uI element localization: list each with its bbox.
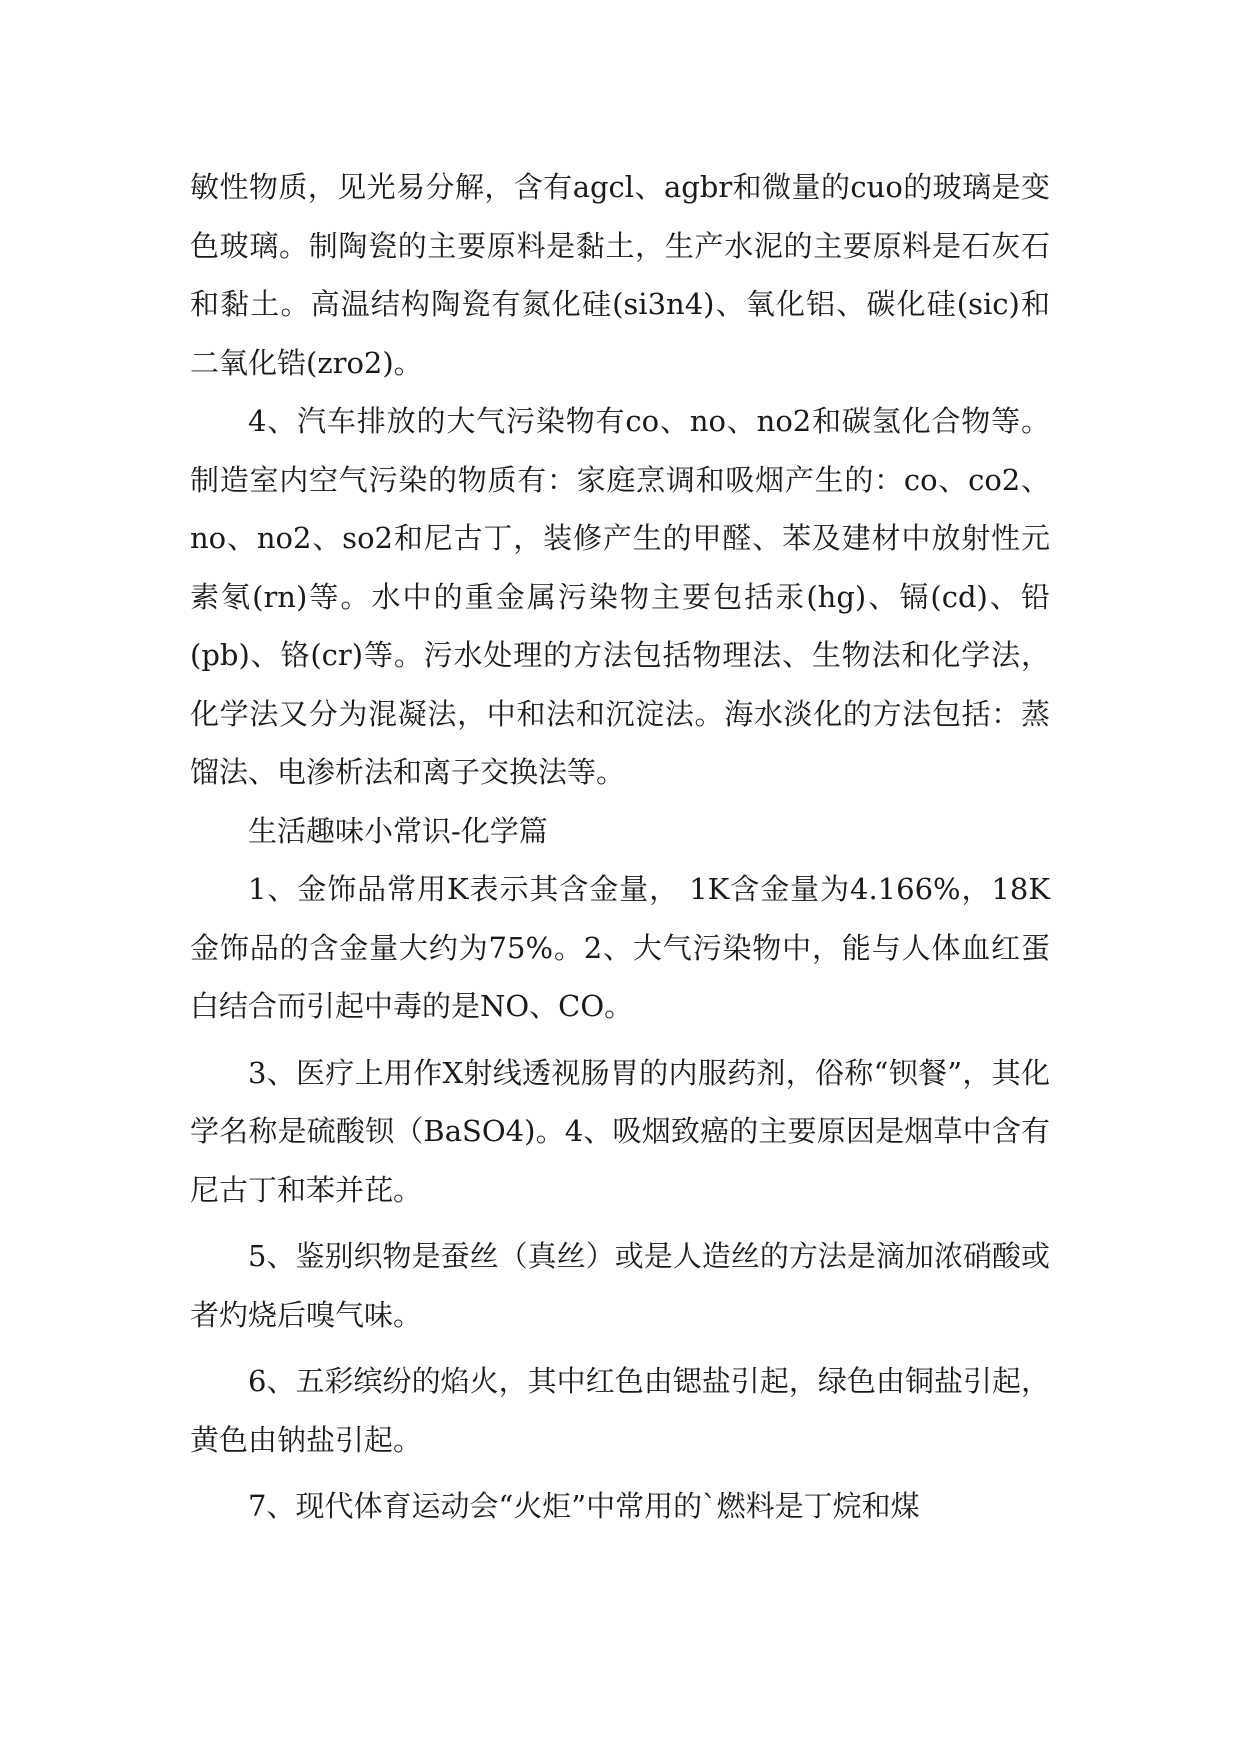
paragraph-pollution: 4、汽车排放的大气污染物有co、no、no2和碳氢化合物等。制造室内空气污染的物质有：家庭烹调和吸烟产生的：co、co2、no、no2、so2和尼古丁，装修产生的甲醛、苯及建材中放射性元素氡(rn)等。水中的重金属污染物主要包括汞(hg)、镉(cd)、铅(pb)、铬(cr)等。污水处理的方法包括物理法、生物法和化学法，化学法又分为混凝法，中和法和沉淀法。海水淡化的方法包括：蒸馏法、电渗析法和离子交换法等。 <box>190 404 1050 789</box>
paragraph-glass-ceramics: 敏性物质，见光易分解，含有agcl、agbr和微量的cuo的玻璃是变色玻璃。制陶瓷的主要原料是黏土，生产水泥的主要原料是石灰石和黏土。高温结构陶瓷有氮化硅(si3n4)、氧化铝、碳化硅(sic)和二氧化锆(zro2)。 <box>190 170 1050 380</box>
paragraph-torch: 7、现代体育运动会“火炬”中常用的`燃料是丁烷和煤 <box>248 1489 920 1523</box>
paragraph-gold-pollutants: 1、金饰品常用K表示其含金量， 1K含金量为4.166%，18K金饰品的含金量大约为75%。2、大气污染物中，能与人体血红蛋白结合而引起中毒的是NO、CO。 <box>190 872 1050 1023</box>
paragraph-silk: 5、鉴别织物是蚕丝（真丝）或是人造丝的方法是滴加浓硝酸或者灼烧后嗅气味。 <box>190 1239 1050 1332</box>
paragraph-barium-smoking: 3、医疗上用作X射线透视肠胃的内服药剂，俗称“钡餐”，其化学名称是硫酸钡（BaSO4)。4、吸烟致癌的主要原因是烟草中含有尼古丁和苯并芘。 <box>190 1055 1050 1207</box>
paragraph-fireworks: 6、五彩缤纷的焰火，其中红色由锶盐引起，绿色由铜盐引起，黄色由钠盐引起。 <box>190 1364 1050 1457</box>
section-heading: 生活趣味小常识-化学篇 <box>248 813 548 848</box>
document-body <box>190 158 1050 1536</box>
